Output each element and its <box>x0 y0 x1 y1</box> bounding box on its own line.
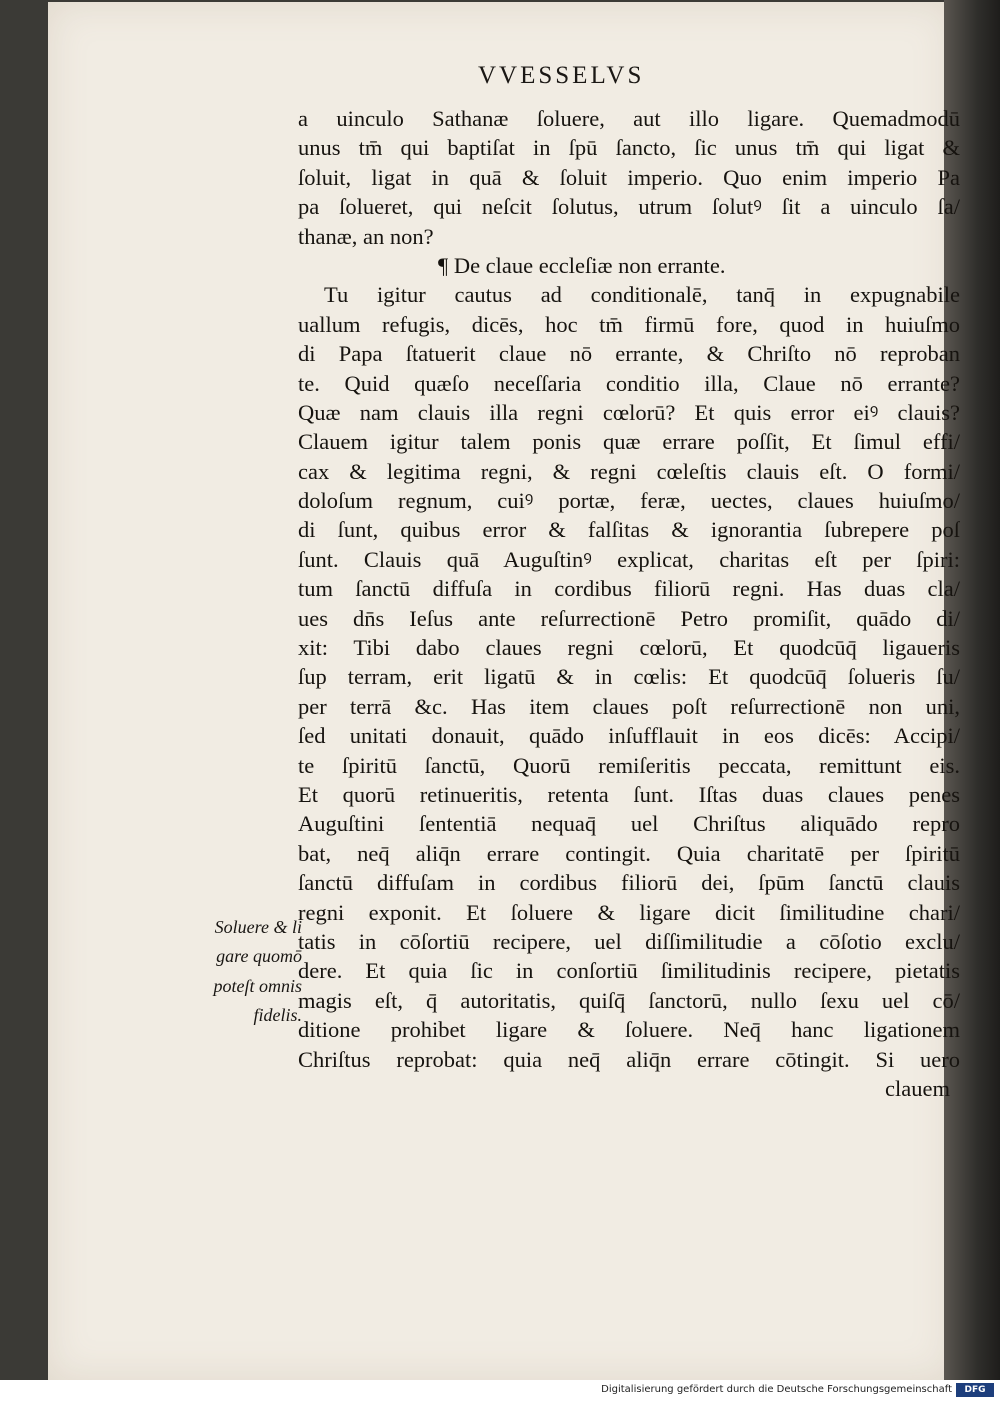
text-line: xit: Tibi dabo claues regni cœlorū, Et quodcūq̄ ligaueris <box>298 635 960 661</box>
text-line: cax & legitima regni, & regni cœleſtis clauis eſt. O formi/ <box>298 458 960 484</box>
text-line: Quæ nam clauis illa regni cœlorū? Et quis error eiꝰ clauis? <box>298 399 960 425</box>
text-line: per terrā &c. Has item claues poſt reſurrectionē non uni, <box>298 693 960 719</box>
text-line: tum ſanctū diffuſa in cordibus filiorū regni. Has duas cla/ <box>298 576 960 602</box>
text-line: ues dn̄s Ieſus ante reſurrectionē Petro promiſit, quādo di/ <box>298 605 960 631</box>
text-line: Tu igitur cautus ad conditionalē, tanq̄ in expugnabile <box>324 282 960 308</box>
text-line: unus tm̄ qui baptiſat in ſpū ſancto, ſic unus tm̄ qui ligat & <box>298 135 960 161</box>
text-line: ſanctū diffuſam in cordibus filiorū dei, ſpūm ſanctū clauis <box>298 870 960 896</box>
marginal-note-line: gare quomō <box>216 946 302 967</box>
text-line: ſed unitati donauit, quādo inſufflauit in eos dicēs: Accipi/ <box>298 723 960 749</box>
text-line: tatis in cōſortiū recipere, uel diſſimilitudie a cōſotio exclu/ <box>298 928 960 954</box>
text-line: Auguſtini ſententiā nequaq̄ uel Chriſtus aliquādo repro <box>298 811 960 837</box>
text-line: ſup terram, erit ligatū & in cœlis: Et quodcūq̄ ſolueris ſu/ <box>298 664 960 690</box>
text-line: uallum refugis, dicēs, hoc tm̄ firmū fore, quod in huiuſmo <box>298 311 960 337</box>
text-line: bat, neq̄ aliq̄n errare contingit. Quia charitatē per ſpiritū <box>298 840 960 866</box>
text-line: regni exponit. Et ſoluere & ligare dicit ſimilitudine chari/ <box>298 899 960 925</box>
text-line: a uinculo Sathanæ ſoluere, aut illo ligare. Quemadmodū <box>298 106 960 131</box>
marginal-note-line: poteſt omnis <box>213 975 302 996</box>
text-line: ſoluit, ligat in quā & ſoluit imperio. Quo enim imperio Pa <box>298 164 960 190</box>
text-line: Chriſtus reprobat: quia neq̄ aliq̄n errare cōtingit. Si uero <box>298 1046 960 1072</box>
text-line: Et quorū retinueritis, retenta ſunt. Iſtas duas claues penes <box>298 781 960 807</box>
text-line: dere. Et quia ſic in conſortiū ſimilitudinis recipere, pietatis <box>298 958 960 984</box>
running-head: VVESSELVS <box>478 62 645 89</box>
section-heading: ¶ De claue eccleſiæ non errante. <box>438 252 726 278</box>
text-line: thanæ, an non? <box>298 223 434 249</box>
text-line: magis eſt, q̄ autoritatis, quiſq̄ ſanctorū, nullo ſexu uel cō/ <box>298 987 960 1013</box>
body-text <box>298 104 960 1103</box>
text-line: di ſunt, quibus error & falſitas & ignorantia ſubrepere poſ <box>298 517 960 543</box>
text-line: pa ſolueret, qui neſcit ſolutus, utrum ſolutꝰ ſit a uinculo ſa/ <box>298 194 960 220</box>
text-line: di Papa ſtatuerit claue nō errante, & Chriſto nō reproban <box>298 341 960 367</box>
text-line: doloſum regnum, cuiꝰ portæ, feræ, uectes, claues huiuſmo/ <box>298 488 960 514</box>
text-line: te. Quid quæſo neceſſaria conditio illa, Claue nō errante? <box>298 370 960 396</box>
marginal-note-line: fidelis. <box>253 1005 302 1026</box>
catchword: clauem <box>885 1075 950 1101</box>
text-line: ſunt. Clauis quā Auguſtinꝰ explicat, charitas eſt per ſpiri: <box>298 546 960 572</box>
text-line: ditione prohibet ligare & ſoluere. Neq̄ hanc ligationem <box>298 1017 960 1043</box>
text-line: te ſpiritū ſanctū, Quorū remiſeritis peccata, remittunt eis. <box>298 752 960 778</box>
funding-credit: Digitalisierung gefördert durch die Deutsche Forschungsgemeinschaft <box>601 1384 952 1395</box>
text-line: Clauem igitur talem ponis quæ errare poſſit, Et ſimul effi/ <box>298 429 960 455</box>
marginal-note <box>182 913 302 1031</box>
dfg-logo: DFG <box>956 1383 994 1397</box>
marginal-note-line: Soluere & li <box>214 917 302 937</box>
